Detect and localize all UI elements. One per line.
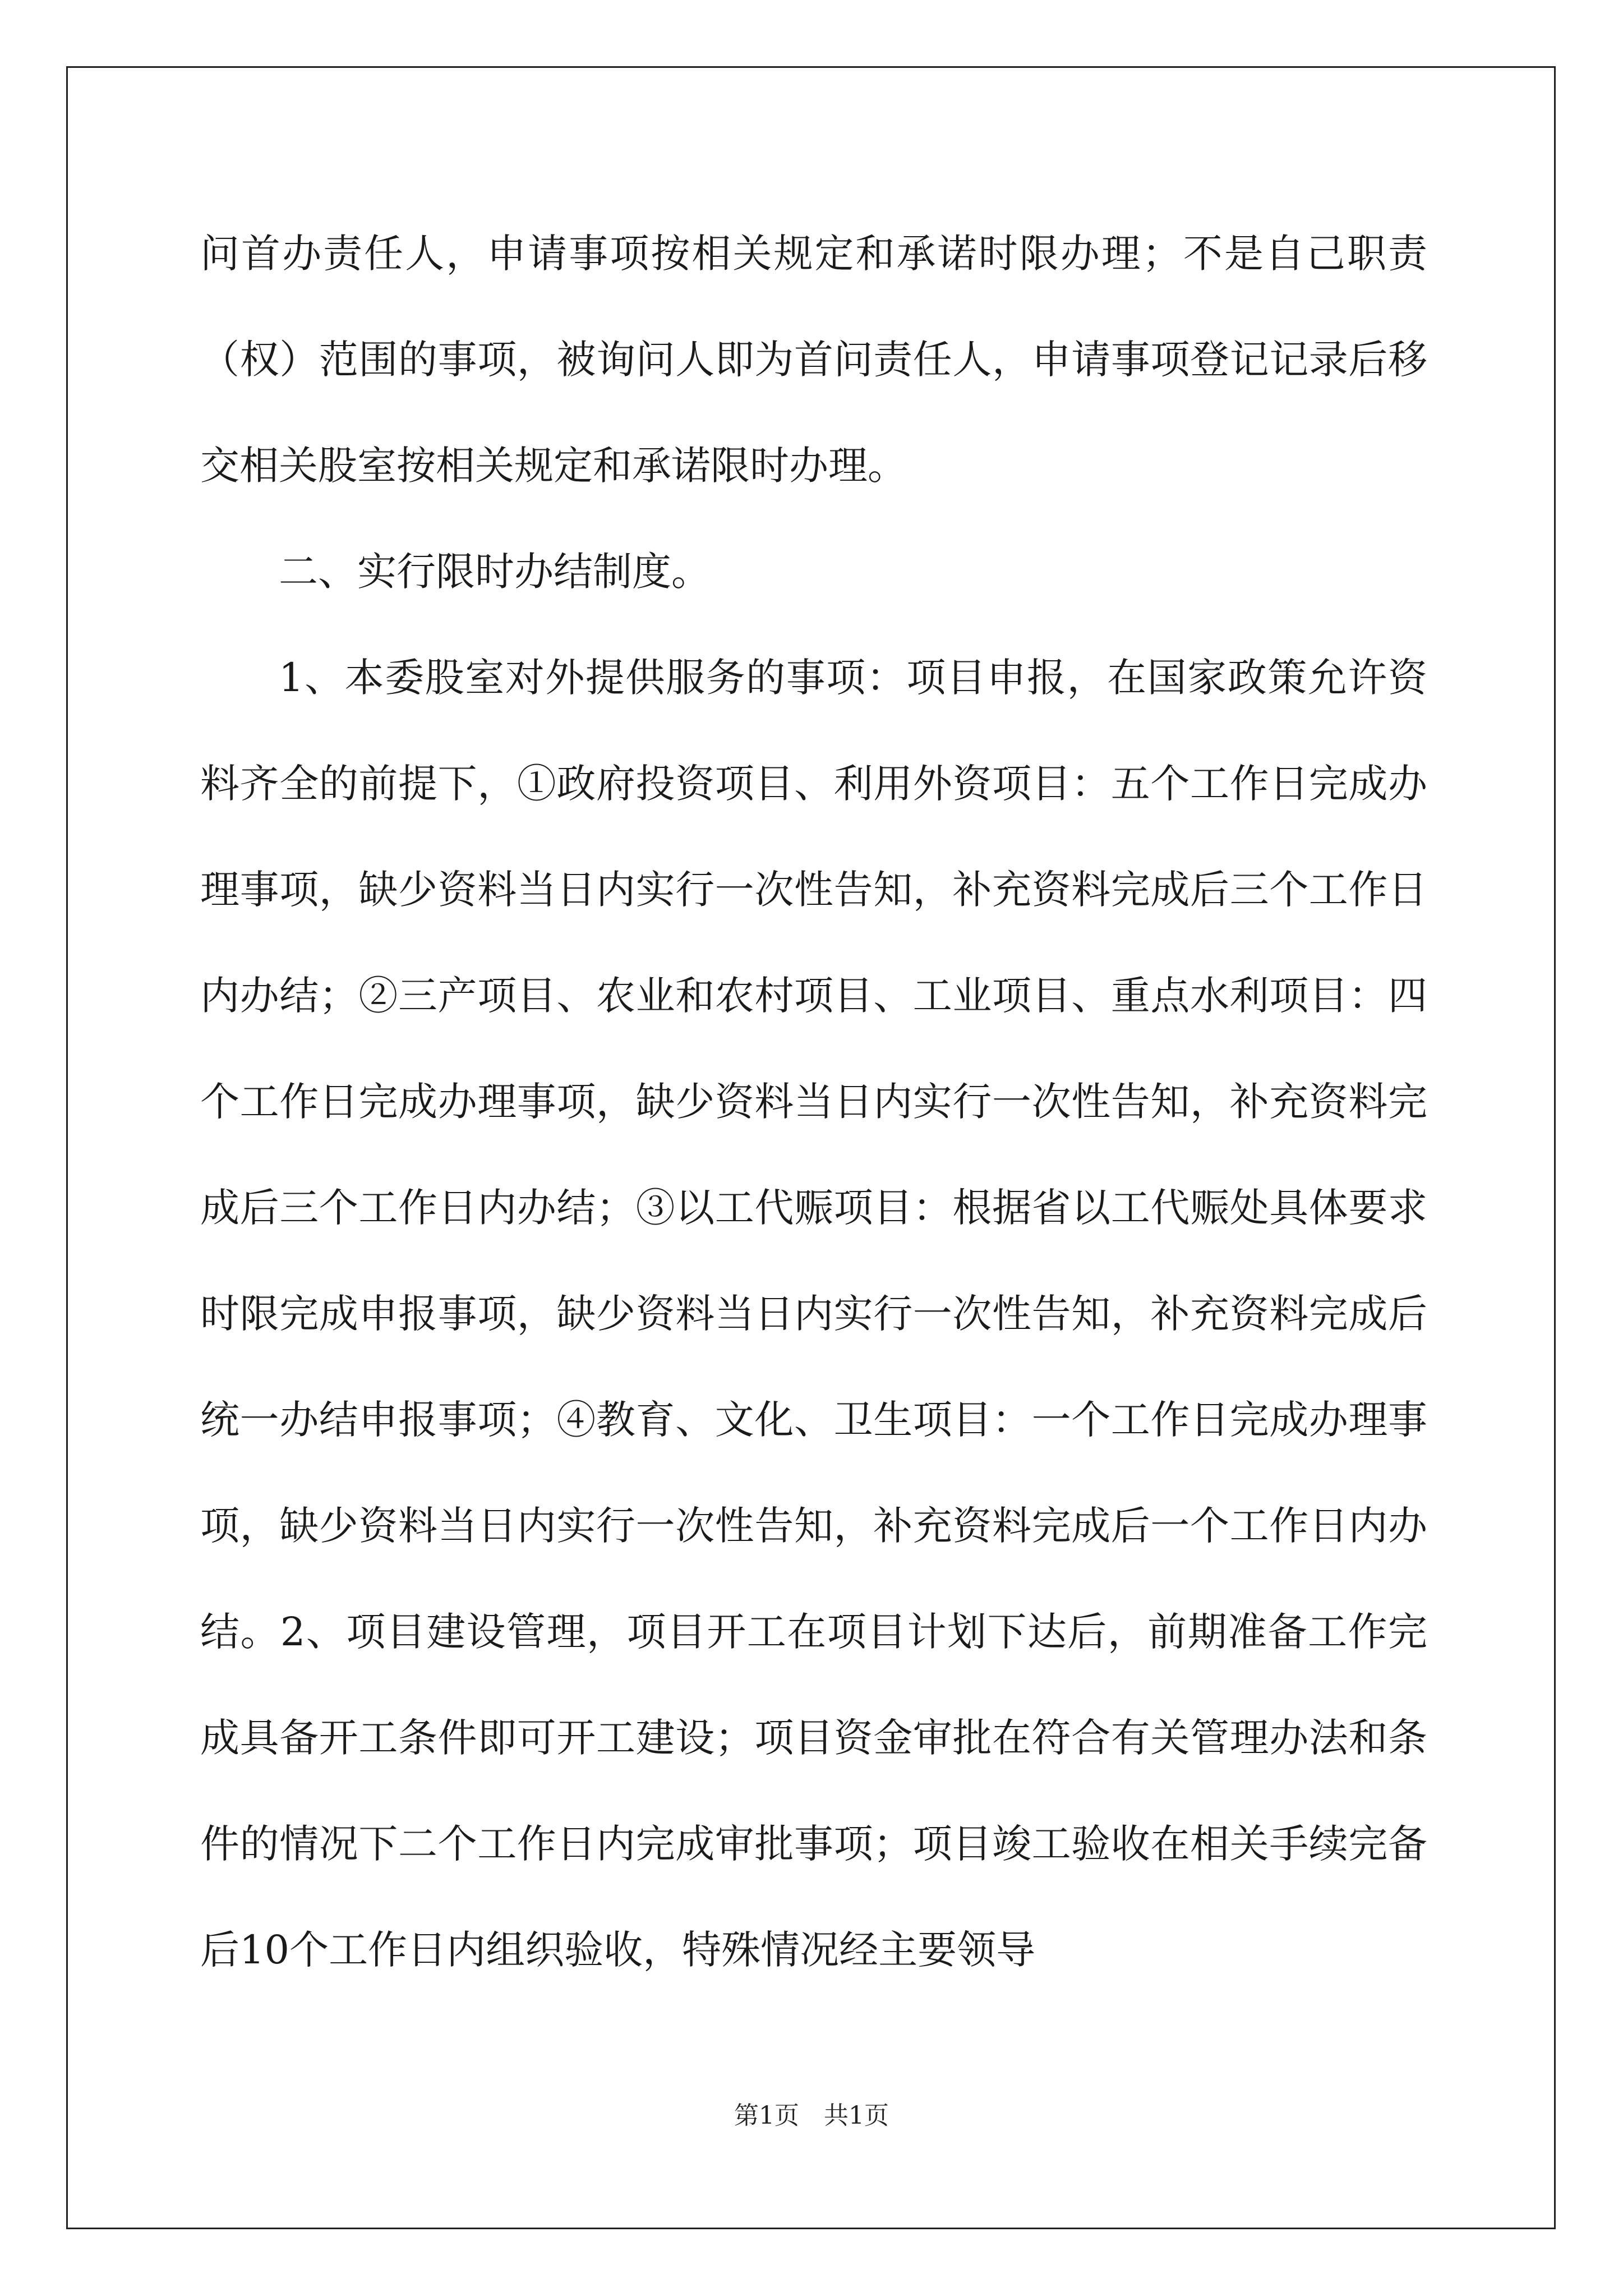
document-body — [200, 201, 1427, 2003]
paragraph-3: 1、本委股室对外提供服务的事项：项目申报，在国家政策允许资料齐全的前提下，①政府投资项目、利用外资项目：五个工作日完成办理事项，缺少资料当日内实行一次性告知，补充资料完成后三个工作日内办结；②三产项目、农业和农村项目、工业项目、重点水利项目：四个工作日完成办理事项，缺少资料当日内实行一次性告知，补充资料完成后三个工作日内办结；③以工代赈项目：根据省以工代赈处具体要求时限完成申报事项，缺少资料当日内实行一次性告知，补充资料完成后统一办结申报事项；④教育、文化、卫生项目：一个工作日完成办理事项，缺少资料当日内实行一次性告知，补充资料完成后一个工作日内办结。2、项目建设管理，项目开工在项目计划下达后，前期准备工作完成具备开工条件即可开工建设；项目资金审批在符合有关管理办法和条件的情况下二个工作日内完成审批事项；项目竣工验收在相关手续完备后10个工作日内组织验收，特殊情况经主要领导 — [200, 655, 1427, 1973]
paragraph-1: 问首办责任人，申请事项按相关规定和承诺时限办理；不是自己职责（权）范围的事项，被询问人即为首问责任人，申请事项登记记录后移交相关股室按相关规定和承诺限时办理。 — [200, 231, 1427, 489]
paragraph-2: 二、实行限时办结制度。 — [279, 549, 711, 595]
page-number-footer: 第1页 共1页 — [734, 2101, 889, 2130]
